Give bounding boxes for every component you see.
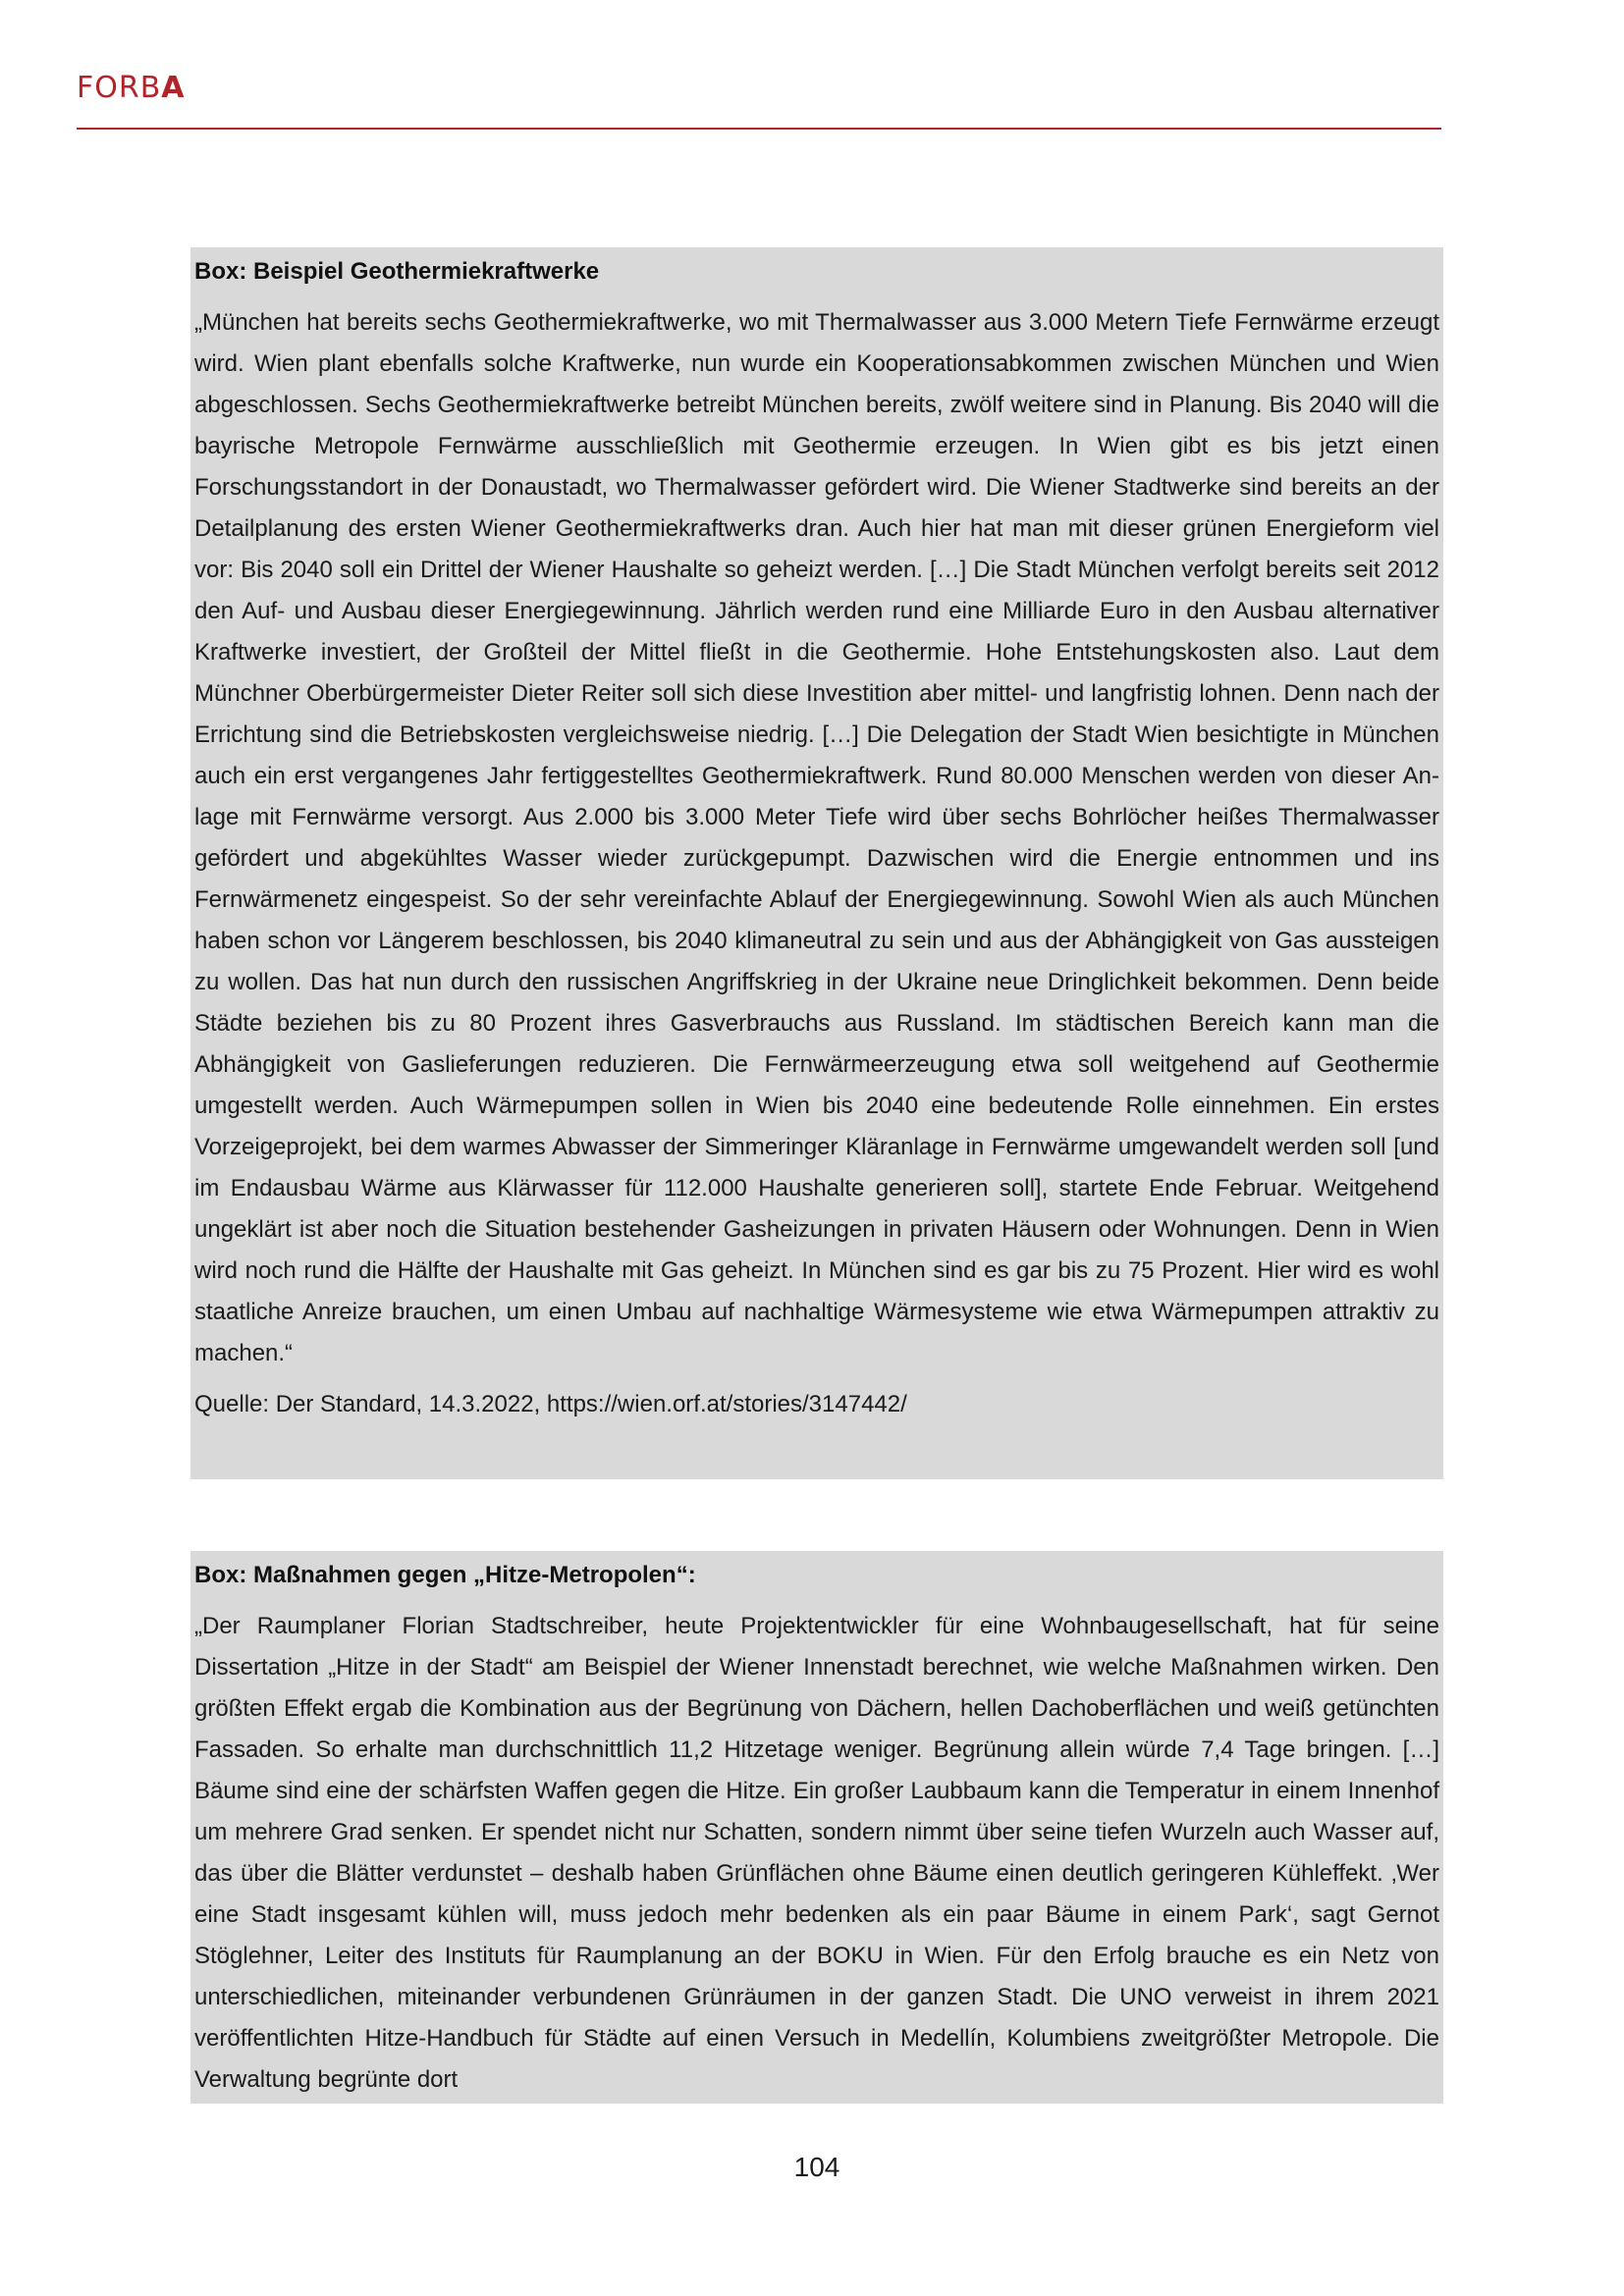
box-body-text: „Der Raumplaner Florian Stadtschreiber, heute Projektentwickler für eine Wohnbaugesellschaft, hat für seine Dissertation „Hitze in der Stadt“ am Beispiel der Wiener Innenstadt berechnet, wie welche Maßnahmen wirken. Den größten Effekt ergab die Kombination aus der Begrünung von Dächern, hellen Dachoberflächen und weiß getünchten Fassaden. So erhalte man durchschnittlich 11,2 Hitzetage weniger. Begrünung allein würde 7,4 Tage bringen. […] Bäume sind eine der schärfsten Waffen gegen die Hitze. Ein großer Laubbaum kann die Temperatur in einem Innenhof um mehrere Grad senken. Er spendet nicht nur Schatten, sondern nimmt über seine tiefen Wurzeln auch Wasser auf, das über die Blätter verdunstet – deshalb haben Grünflächen ohne Bäume einen deutlich geringeren Kühleffekt. ‚Wer eine Stadt insgesamt kühlen will, muss jedoch mehr bedenken als ein paar Bäume in einem Park‘, sagt Gernot Stöglehner, Leiter des Instituts für Raumplanung an der BOKU in Wien. Für den Erfolg brauche es ein Netz von unterschiedlichen, miteinander verbundenen Grünräumen in der ganzen Stadt. Die UNO verweist in ihrem 2021 veröffentlichten Hitze-Handbuch für Städte auf einen Versuch in Medellín, Kolumbiens zweitgrößter Metropole. Die Verwaltung begrünte dort [194, 1613, 1439, 2093]
logo-text-light: FORB [77, 71, 162, 105]
logo-text-bold: A [161, 71, 186, 105]
box-title: Box: Beispiel Geothermiekraftwerke [194, 258, 600, 285]
box-title: Box: Maßnahmen gegen „Hitze-Metropolen“: [194, 1562, 696, 1588]
info-box-hitze-metropolen [190, 1551, 1443, 2104]
box-body-text: „München hat bereits sechs Geothermiekraftwerke, wo mit Thermalwasser aus 3.000 Metern Tiefe Fernwärme erzeugt wird. Wien plant ebenfalls solche Kraftwerke, nun wurde ein Kooperationsabkommen zwischen München und Wien abgeschlossen. Sechs Geothermiekraftwerke betreibt München bereits, zwölf weitere sind in Planung. Bis 2040 will die bayrische Metropole Fernwärme ausschließlich mit Geothermie erzeugen. In Wien gibt es bis jetzt einen Forschungsstandort in der Donaustadt, wo Thermalwasser gefördert wird. Die Wiener Stadtwerke sind bereits an der Detailplanung des ersten Wiener Geothermiekraftwerks dran. Auch hier hat man mit dieser grünen Energieform viel vor: Bis 2040 soll ein Drittel der Wiener Haushalte so geheizt werden. […] Die Stadt München verfolgt bereits seit 2012 den Auf- und Ausbau dieser Energiegewinnung. Jährlich werden rund eine Milliarde Euro in den Ausbau alternativer Kraftwerke investiert, der Großteil der Mittel fließt in die Geothermie. Hohe Entstehungskosten also. Laut dem Münchner Oberbürgermeister Dieter Reiter soll sich diese Investition aber mittel- und langfristig lohnen. Denn nach der Errichtung sind die Betriebskosten vergleichsweise niedrig. […] Die Delegation der Stadt Wien besichtigte in München auch ein erst vergangenes Jahr fertiggestelltes Geothermiekraftwerk. Rund 80.000 Menschen werden von dieser Anlage mit Fernwärme versorgt. Aus 2.000 bis 3.000 Meter Tiefe wird über sechs Bohrlöcher heißes Thermalwasser gefördert und abgekühltes Wasser wieder zurückgepumpt. Dazwischen wird die Energie entnommen und ins Fernwärmenetz eingespeist. So der sehr vereinfachte Ablauf der Energiegewinnung. Sowohl Wien als auch München haben schon vor Längerem beschlossen, bis 2040 klimaneutral zu sein und aus der Abhängigkeit von Gas aussteigen zu wollen. Das hat nun durch den russischen Angriffskrieg in der Ukraine neue Dringlichkeit bekommen. Denn beide Städte beziehen bis zu 80 Prozent ihres Gasverbrauchs aus Russland. Im städtischen Bereich kann man die Abhängigkeit von Gaslieferungen reduzieren. Die Fernwärmeerzeugung etwa soll weitgehend auf Geothermie umgestellt werden. Auch Wärmepumpen sollen in Wien bis 2040 eine bedeutende Rolle einnehmen. Ein erstes Vorzeigeprojekt, bei dem warmes Abwasser der Simmeringer Kläranlage in Fernwärme umgewandelt werden soll [und im Endausbau Wärme aus Klärwasser für 112.000 Haushalte generieren soll], startete Ende Februar. Weitgehend ungeklärt ist aber noch die Situation bestehender Gasheizungen in privaten Häusern oder Wohnungen. Denn in Wien wird noch rund die Hälfte der Haushalte mit Gas geheizt. In München sind es gar bis zu 75 Prozent. Hier wird es wohl staatliche Anreize brauchen, um einen Umbau auf nachhaltige Wärmesysteme wie etwa Wärmepumpen attraktiv zu machen.“ [194, 309, 1439, 1366]
info-box-geothermie [190, 247, 1443, 1479]
header-divider [77, 128, 1441, 130]
box-source: Quelle: Der Standard, 14.3.2022, https://wien.orf.at/stories/3147442/ [194, 1391, 907, 1417]
forba-logo [77, 71, 186, 105]
page-number: 104 [793, 2152, 840, 2182]
